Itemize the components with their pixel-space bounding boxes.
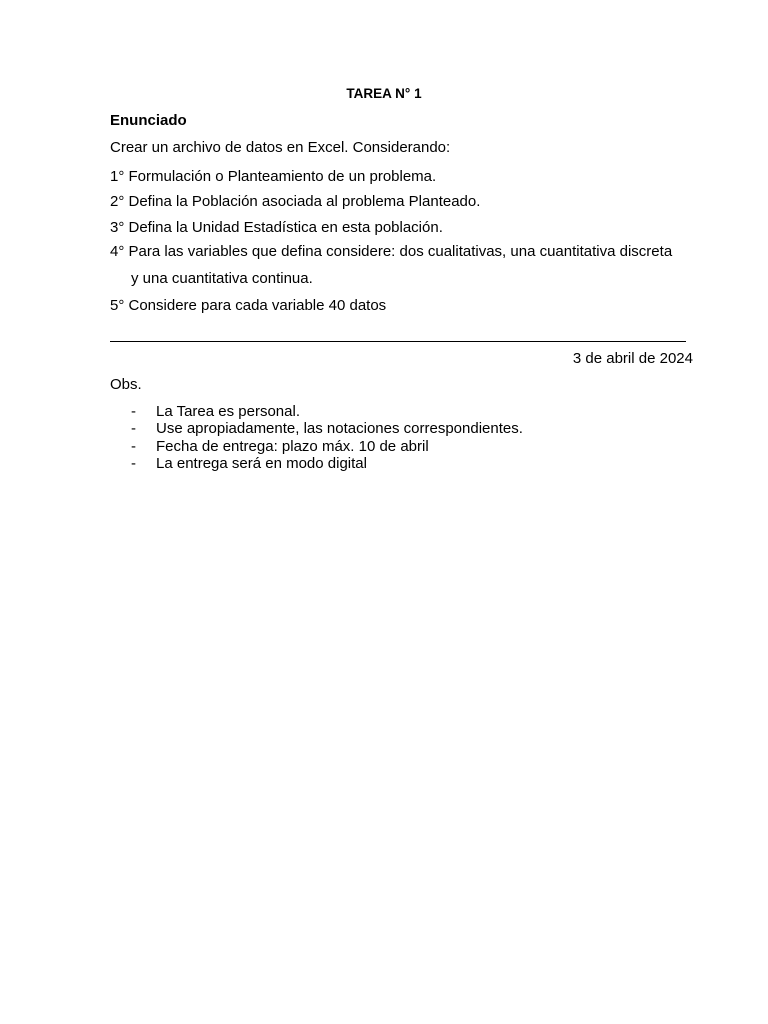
obs-item-text: La entrega será en modo digital bbox=[156, 454, 367, 472]
document-date: 3 de abril de 2024 bbox=[572, 350, 693, 367]
separator-line bbox=[110, 341, 686, 342]
task-item-1: 1° Formulación o Planteamiento de un problema. bbox=[110, 168, 437, 185]
task-item-2: 2° Defina la Población asociada al problema Planteado. bbox=[110, 193, 481, 210]
obs-item-text: Use apropiadamente, las notaciones correspondientes. bbox=[156, 420, 523, 438]
obs-item-text: Fecha de entrega: plazo máx. 10 de abril bbox=[156, 437, 429, 455]
task-item-4-continuation: y una cuantitativa continua. bbox=[131, 270, 313, 287]
obs-label: Obs. bbox=[110, 376, 142, 393]
intro-text: Crear un archivo de datos en Excel. Considerando: bbox=[110, 139, 451, 156]
task-item-5: 5° Considere para cada variable 40 datos bbox=[110, 297, 387, 314]
bullet-dash: - bbox=[131, 437, 136, 455]
bullet-dash: - bbox=[131, 454, 136, 472]
bullet-dash: - bbox=[131, 420, 136, 438]
task-item-3: 3° Defina la Unidad Estadística en esta población. bbox=[110, 219, 443, 236]
obs-item-text: La Tarea es personal. bbox=[156, 403, 300, 420]
task-item-4: 4° Para las variables que defina considere: dos cualitativas, una cuantitativa discreta bbox=[110, 243, 673, 260]
document-title: TAREA N° 1 bbox=[346, 86, 422, 101]
section-heading: Enunciado bbox=[110, 112, 187, 129]
bullet-dash: - bbox=[131, 403, 136, 420]
